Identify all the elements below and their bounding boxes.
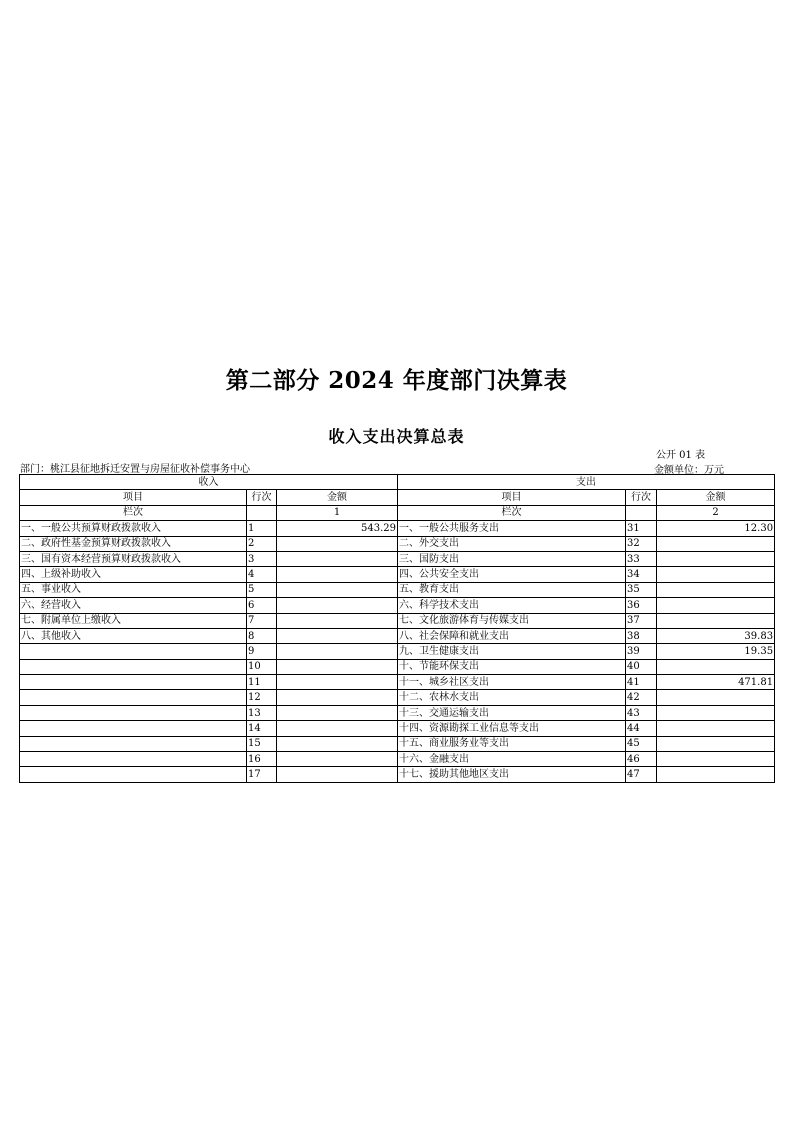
income-item-header: 项目 [20,490,247,505]
expense-item-cell: 四、公共安全支出 [398,567,626,582]
expense-amount-cell: 39.83 [657,628,775,643]
expense-line-cell: 36 [626,598,657,613]
income-line-cell: 14 [247,721,277,736]
expense-line-cell: 31 [626,521,657,536]
expense-amount-cell [657,659,775,674]
income-line-cell: 2 [247,536,277,551]
header-row-column-numbers [20,505,775,520]
expense-amount-header: 金额 [657,490,775,505]
amount-unit-label: 金额单位：万元 [654,465,724,476]
table-row [20,567,775,582]
expense-item-cell: 八、社会保障和就业支出 [398,628,626,643]
expense-item-cell: 十六、金融支出 [398,752,626,767]
expense-line-cell: 43 [626,705,657,720]
table-row [20,613,775,628]
income-amount-cell [277,536,398,551]
income-amount-cell [277,598,398,613]
expense-item-cell: 六、科学技术支出 [398,598,626,613]
income-item-cell: 三、国有资本经营预算财政拨款收入 [20,551,247,566]
income-column-label: 栏次 [20,505,247,520]
header-row-columns [20,490,775,505]
expense-amount-cell [657,551,775,566]
income-amount-cell [277,690,398,705]
expense-column-number: 2 [657,505,775,520]
expense-amount-cell [657,721,775,736]
table-row [20,752,775,767]
expense-item-cell: 十五、商业服务业等支出 [398,736,626,751]
table-row [20,521,775,536]
expense-item-cell: 十一、城乡社区支出 [398,675,626,690]
table-row [20,598,775,613]
expense-item-cell: 五、教育支出 [398,582,626,597]
expense-line-cell: 33 [626,551,657,566]
expense-amount-cell [657,767,775,782]
income-line-cell: 7 [247,613,277,628]
expense-amount-cell: 19.35 [657,644,775,659]
income-item-cell: 八、其他收入 [20,628,247,643]
income-amount-cell [277,767,398,782]
expense-amount-cell [657,567,775,582]
income-column-number: 1 [277,505,398,520]
income-item-cell: 二、政府性基金预算财政拨款收入 [20,536,247,551]
income-amount-cell [277,721,398,736]
expense-amount-cell [657,690,775,705]
income-line-header: 行次 [247,490,277,505]
expense-amount-cell [657,598,775,613]
income-section-header: 收入 [20,475,398,490]
income-amount-cell [277,613,398,628]
income-item-cell [20,721,247,736]
expense-item-cell: 十三、交通运输支出 [398,705,626,720]
expense-item-cell: 十、节能环保支出 [398,659,626,674]
table-row [20,721,775,736]
income-line-cell: 10 [247,659,277,674]
income-line-cell: 6 [247,598,277,613]
income-amount-cell [277,644,398,659]
expense-line-cell: 45 [626,736,657,751]
table-code: 公开 01 表 [656,450,706,461]
income-line-cell: 17 [247,767,277,782]
income-amount-cell [277,659,398,674]
income-item-cell [20,659,247,674]
income-line-cell: 9 [247,644,277,659]
income-item-cell: 四、上级补助收入 [20,567,247,582]
table-title: 收入支出决算总表 [328,427,465,446]
table-row [20,628,775,643]
expense-line-cell: 32 [626,536,657,551]
expense-item-cell: 十二、农林水支出 [398,690,626,705]
income-item-cell: 一、一般公共预算财政拨款收入 [20,521,247,536]
income-line-cell: 4 [247,567,277,582]
table-row [20,705,775,720]
expense-item-cell: 二、外交支出 [398,536,626,551]
income-line-cell: 5 [247,582,277,597]
expense-item-cell: 三、国防支出 [398,551,626,566]
income-amount-cell [277,705,398,720]
expense-line-cell: 44 [626,721,657,736]
income-line-cell: 12 [247,690,277,705]
expense-amount-cell [657,613,775,628]
expense-item-cell: 九、卫生健康支出 [398,644,626,659]
income-line-cell: 8 [247,628,277,643]
income-item-cell [20,675,247,690]
income-item-cell [20,752,247,767]
expense-line-cell: 39 [626,644,657,659]
expense-amount-cell: 12.30 [657,521,775,536]
table-row [20,675,775,690]
part-title: 第二部分 2024 年度部门决算表 [225,367,568,394]
expense-line-cell: 37 [626,613,657,628]
income-item-cell [20,767,247,782]
income-amount-header: 金额 [277,490,398,505]
income-item-cell [20,736,247,751]
income-line-cell: 13 [247,705,277,720]
table-row [20,690,775,705]
table-row [20,536,775,551]
table-row [20,767,775,782]
expense-line-cell: 41 [626,675,657,690]
income-item-cell: 六、经营收入 [20,598,247,613]
expense-amount-cell [657,582,775,597]
income-amount-cell [277,551,398,566]
income-expense-summary-table [19,474,775,783]
income-item-cell [20,705,247,720]
table-row [20,582,775,597]
income-line-cell: 15 [247,736,277,751]
income-line-cell: 3 [247,551,277,566]
income-line-cell: 16 [247,752,277,767]
expense-line-cell: 47 [626,767,657,782]
income-amount-cell: 543.29 [277,521,398,536]
expense-line-cell: 34 [626,567,657,582]
table-row [20,659,775,674]
expense-amount-cell [657,536,775,551]
expense-item-header: 项目 [398,490,626,505]
income-amount-cell [277,567,398,582]
expense-column-label: 栏次 [398,505,626,520]
income-line-number-empty [247,505,277,520]
expense-amount-cell [657,705,775,720]
expense-line-cell: 46 [626,752,657,767]
expense-item-cell: 七、文化旅游体育与传媒支出 [398,613,626,628]
expense-line-header: 行次 [626,490,657,505]
expense-amount-cell [657,752,775,767]
expense-line-cell: 40 [626,659,657,674]
income-amount-cell [277,582,398,597]
expense-item-cell: 一、一般公共服务支出 [398,521,626,536]
income-line-cell: 11 [247,675,277,690]
expense-line-cell: 42 [626,690,657,705]
income-amount-cell [277,736,398,751]
income-item-cell [20,690,247,705]
expense-line-number-empty [626,505,657,520]
income-item-cell: 五、事业收入 [20,582,247,597]
table-row [20,551,775,566]
expense-item-cell: 十四、资源勘探工业信息等支出 [398,721,626,736]
expense-line-cell: 35 [626,582,657,597]
header-row-section [20,475,775,490]
table-row [20,736,775,751]
expense-section-header: 支出 [398,475,775,490]
department-label: 部门：桃江县征地拆迁安置与房屋征收补偿事务中心 [20,464,250,475]
income-amount-cell [277,675,398,690]
table-row [20,644,775,659]
expense-amount-cell: 471.81 [657,675,775,690]
income-line-cell: 1 [247,521,277,536]
income-amount-cell [277,628,398,643]
expense-amount-cell [657,736,775,751]
expense-line-cell: 38 [626,628,657,643]
expense-item-cell: 十七、援助其他地区支出 [398,767,626,782]
income-item-cell [20,644,247,659]
income-item-cell: 七、附属单位上缴收入 [20,613,247,628]
income-amount-cell [277,752,398,767]
